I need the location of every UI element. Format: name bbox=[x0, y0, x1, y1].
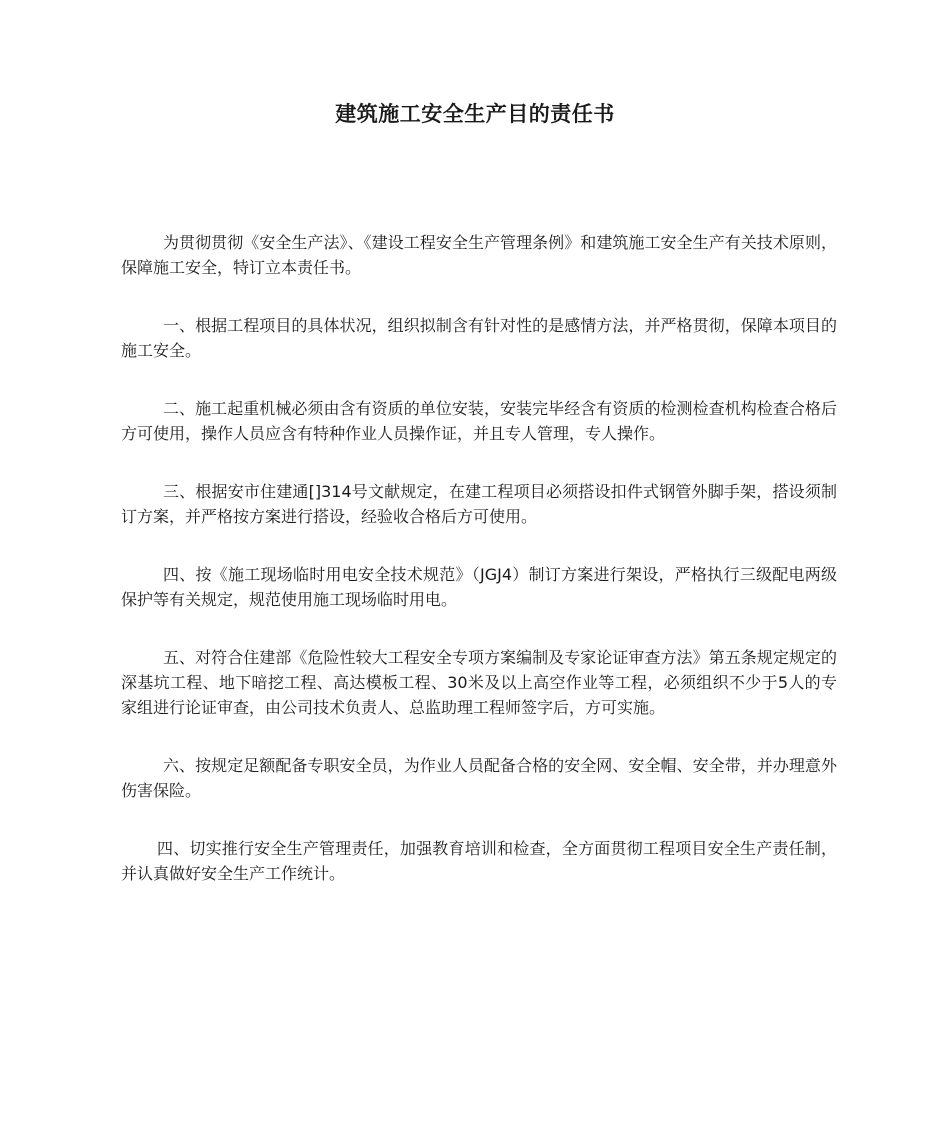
clause-paragraph-2: 二、施工起重机械必须由含有资质的单位安装，安装完毕经含有资质的检测检查机构检查合格后方可使用，操作人员应含有特种作业人员操作证，并且专人管理，专人操作。 bbox=[121, 399, 837, 443]
intro-paragraph: 为贯彻贯彻《安全生产法》、《建设工程安全生产管理条例》和建筑施工安全生产有关技术原则，保障施工安全，特订立本责任书。 bbox=[121, 233, 837, 277]
clause-paragraph-1: 一、根据工程项目的具体状况，组织拟制含有针对性的是感情方法，并严格贯彻，保障本项目的施工安全。 bbox=[121, 316, 837, 360]
document-title: 建筑施工安全生产目的责任书 bbox=[335, 102, 615, 126]
clause-paragraph-5: 五、对符合住建部《危险性较大工程安全专项方案编制及专家论证审查方法》第五条规定规定的深基坑工程、地下暗挖工程、高达模板工程、30米及以上高空作业等工程，必须组织不少于5人的专家组进行论证审查，由公司技术负责人、总监助理工程师签字后，方可实施。 bbox=[121, 648, 837, 717]
document-body bbox=[121, 230, 837, 919]
clause-paragraph-4: 四、按《施工现场临时用电安全技术规范》（JGJ4）制订方案进行架设，严格执行三级配电两级保护等有关规定，规范使用施工现场临时用电。 bbox=[121, 565, 837, 609]
clause-paragraph-6: 六、按规定足额配备专职安全员，为作业人员配备合格的安全网、安全帽、安全带，并办理意外伤害保险。 bbox=[121, 756, 837, 800]
clause-paragraph-7: 四、切实推行安全生产管理责任，加强教育培训和检查，全方面贯彻工程项目安全生产责任制，并认真做好安全生产工作统计。 bbox=[121, 839, 837, 883]
clause-paragraph-3: 三、根据安市住建通[]314号文献规定，在建工程项目必须搭设扣件式钢管外脚手架，搭设须制订方案，并严格按方案进行搭设，经验收合格后方可使用。 bbox=[121, 482, 837, 526]
